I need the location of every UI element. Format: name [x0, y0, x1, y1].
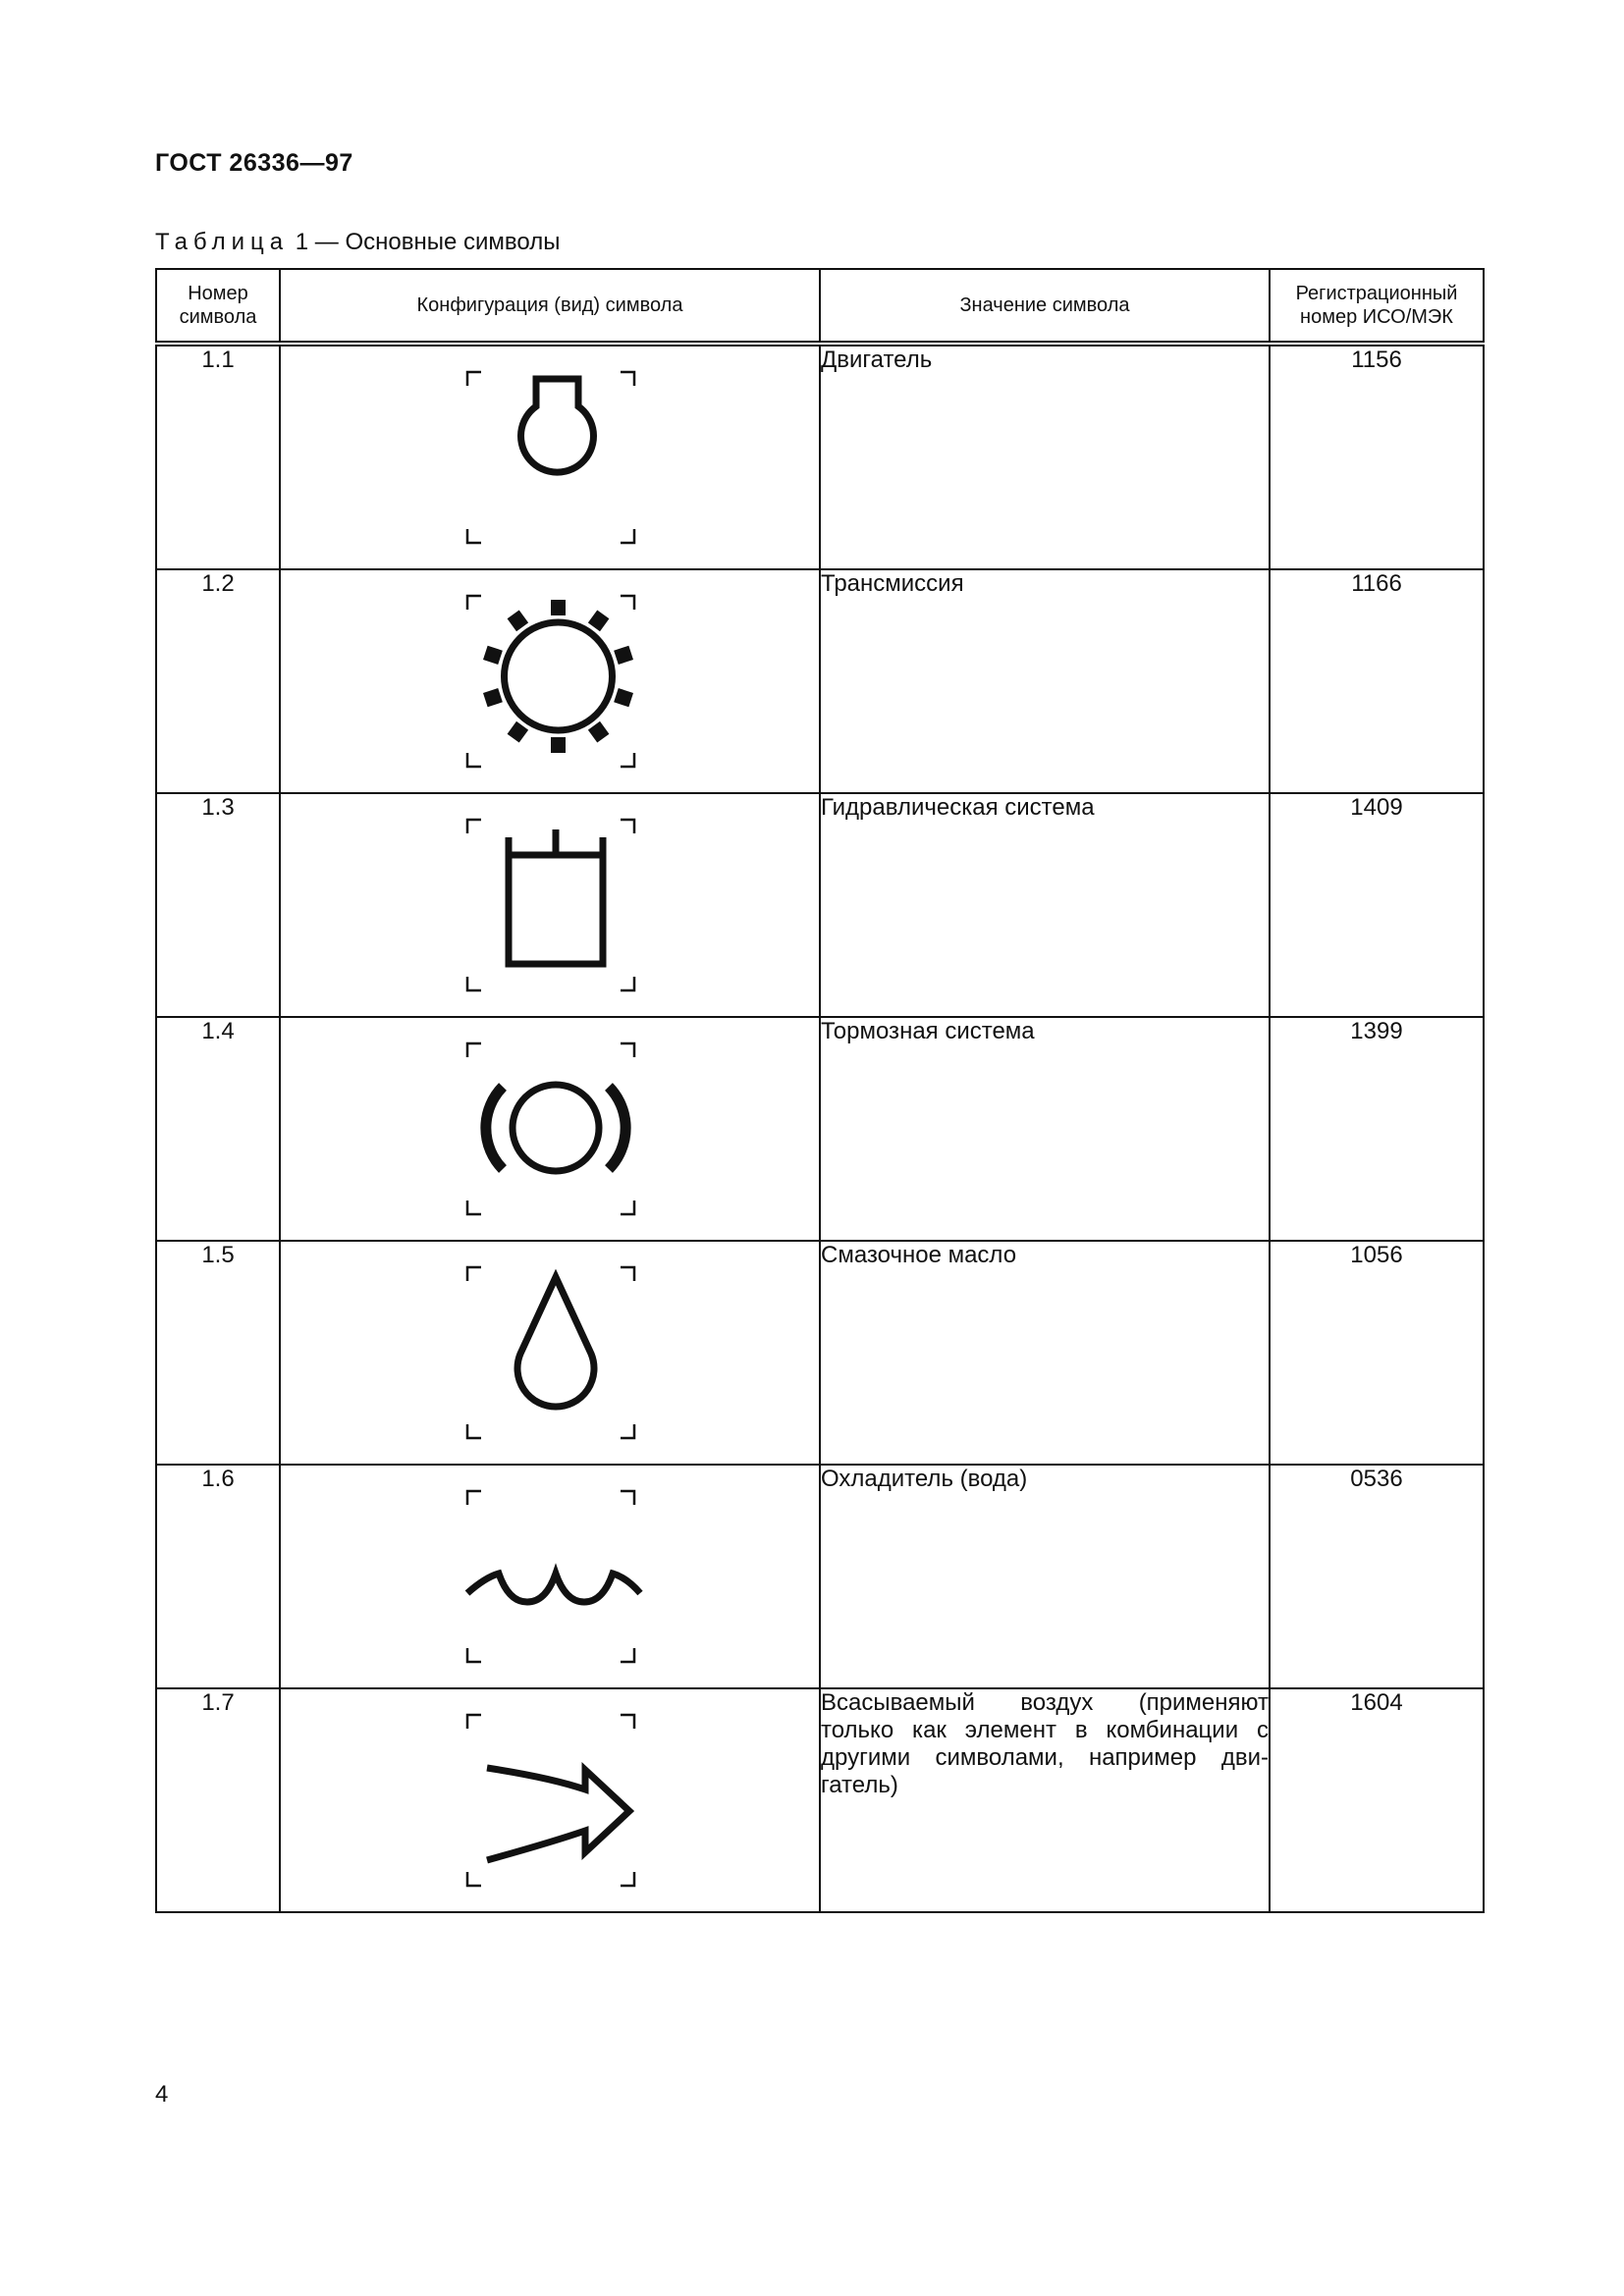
- symbol-meaning: Охладитель (вода): [820, 1465, 1270, 1688]
- symbol-number: 1.2: [156, 569, 280, 793]
- symbol-meaning: Гидравлическая система: [820, 793, 1270, 1017]
- column-header-number: Номер символа: [156, 269, 280, 344]
- table-row: [156, 1017, 1484, 1241]
- engine-icon: [458, 362, 644, 553]
- symbol-meaning: Всасываемый воздух (применяют только как элемент в комбинации с другими символами, например двигатель): [820, 1688, 1270, 1912]
- symbol-number: 1.6: [156, 1465, 280, 1688]
- symbol-configuration: [280, 1465, 820, 1688]
- registration-number: 1409: [1270, 793, 1484, 1017]
- symbol-meaning: Двигатель: [820, 344, 1270, 569]
- symbol-configuration: [280, 1688, 820, 1912]
- table-caption-text: 1 — Основные символы: [295, 229, 561, 255]
- symbol-meaning: Тормозная система: [820, 1017, 1270, 1241]
- registration-number: 1056: [1270, 1241, 1484, 1465]
- document-code: ГОСТ 26336—97: [155, 149, 353, 177]
- registration-number: 0536: [1270, 1465, 1484, 1688]
- table-row: [156, 1241, 1484, 1465]
- symbol-number: 1.4: [156, 1017, 280, 1241]
- oil-drop-icon: [458, 1257, 644, 1448]
- hydraulic-cylinder-icon: [458, 810, 644, 1000]
- table-row: [156, 1465, 1484, 1688]
- column-header-configuration: Конфигурация (вид) символа: [280, 269, 820, 344]
- table-caption: [155, 229, 560, 256]
- table-caption-label: Таблица: [155, 229, 290, 255]
- gear-icon: [458, 586, 644, 776]
- page-number: 4: [155, 2081, 169, 2108]
- symbol-configuration: [280, 569, 820, 793]
- symbol-number: 1.3: [156, 793, 280, 1017]
- symbol-configuration: [280, 793, 820, 1017]
- table-row: [156, 1688, 1484, 1912]
- registration-number: 1156: [1270, 344, 1484, 569]
- column-header-registration: Регистрационный номер ИСО/МЭК: [1270, 269, 1484, 344]
- intake-air-icon: [458, 1705, 644, 1896]
- symbols-table: [155, 268, 1485, 1913]
- table-row: [156, 793, 1484, 1017]
- brake-icon: [458, 1034, 644, 1224]
- table-row: [156, 344, 1484, 569]
- symbol-meaning: Смазочное масло: [820, 1241, 1270, 1465]
- registration-number: 1604: [1270, 1688, 1484, 1912]
- symbol-number: 1.7: [156, 1688, 280, 1912]
- symbol-number: 1.1: [156, 344, 280, 569]
- table-row: [156, 569, 1484, 793]
- symbol-configuration: [280, 1017, 820, 1241]
- symbol-meaning: Трансмиссия: [820, 569, 1270, 793]
- symbol-number: 1.5: [156, 1241, 280, 1465]
- symbol-configuration: [280, 344, 820, 569]
- registration-number: 1166: [1270, 569, 1484, 793]
- table-header-row: [156, 269, 1484, 344]
- registration-number: 1399: [1270, 1017, 1484, 1241]
- column-header-meaning: Значение символа: [820, 269, 1270, 344]
- symbol-configuration: [280, 1241, 820, 1465]
- coolant-water-icon: [458, 1481, 644, 1672]
